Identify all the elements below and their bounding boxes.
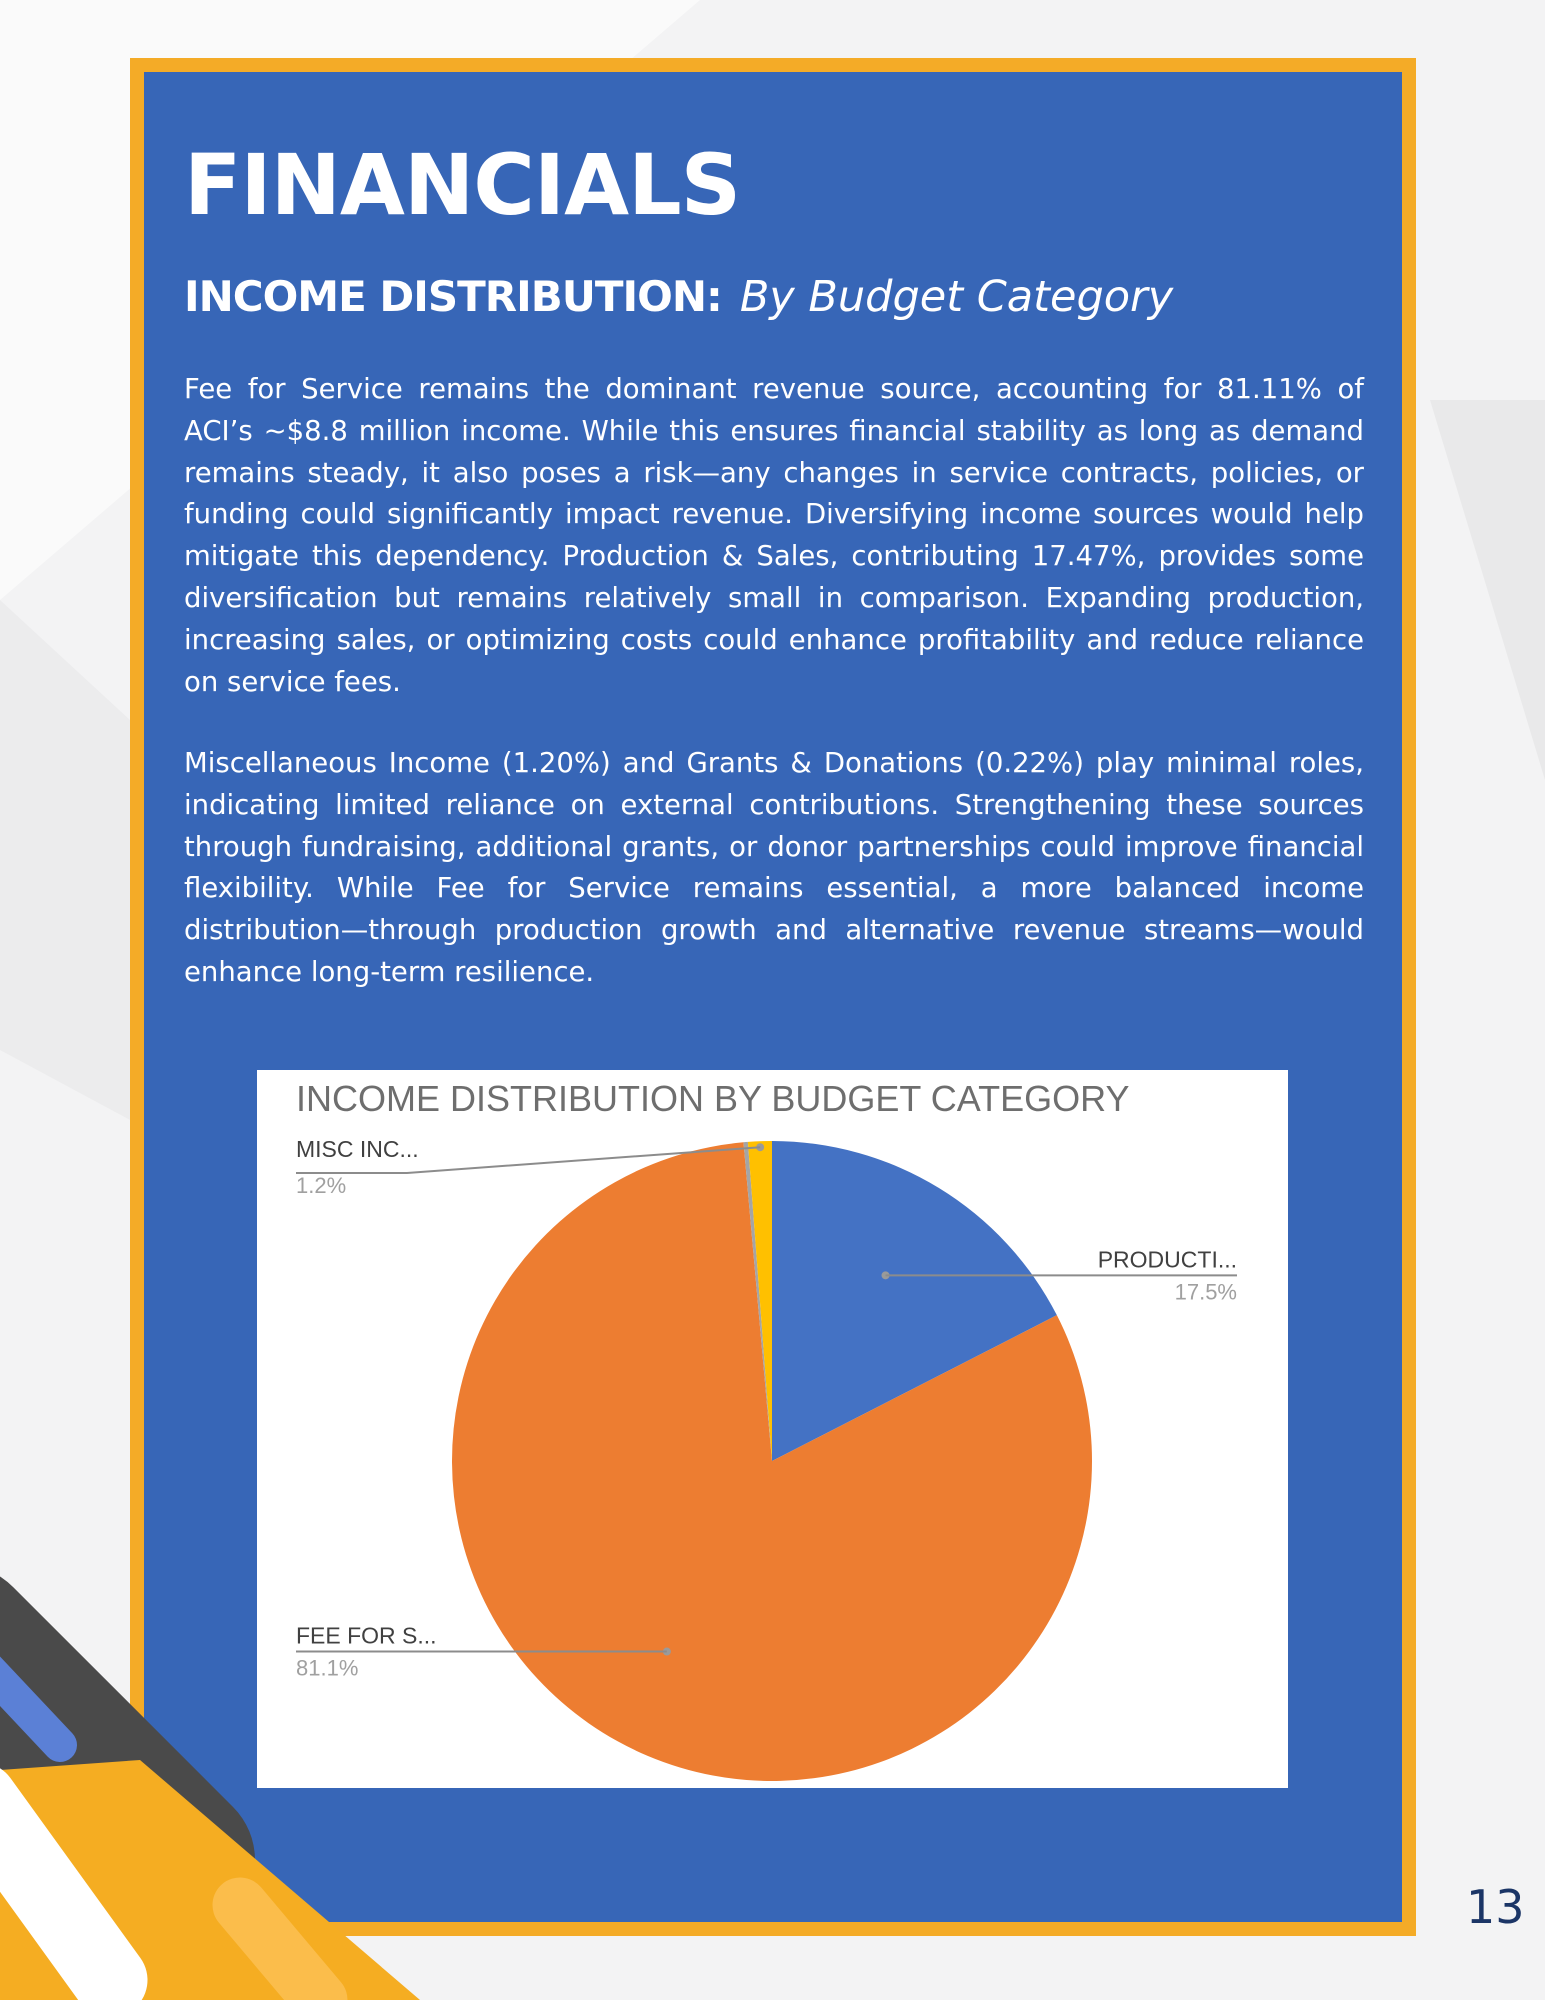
slice-percent-3: 1.2% <box>296 1173 347 1198</box>
pie-chart <box>257 1070 1288 1788</box>
slice-label-3: MISC INC... <box>296 1136 419 1162</box>
chart-title: INCOME DISTRIBUTION BY BUDGET CATEGORY <box>296 1078 1130 1119</box>
body-paragraph-2: Miscellaneous Income (1.20%) and Grants & Donations (0.22%) play minimal roles, indicating limited reliance on external contributions. Strengthening these sources through fundraising, additional grants, or donor partnerships could improve financial flexibility. While Fee for Service remains essential, a more balanced income distribution—through production growth and alternative revenue streams—would enhance long-term resilience. <box>184 747 1364 988</box>
body-paragraph-1: Fee for Service remains the dominant revenue source, accounting for 81.11% of ACI’s ~$8.8 million income. While this ensures financial stability as long as demand remains steady, it also poses a risk—any changes in service contracts, policies, or funding could significantly impact revenue. Diversifying income sources would help mitigate this dependency. Production & Sales, contributing 17.47%, provides some diversification but remains relatively small in comparison. Expanding production, increasing sales, or optimizing costs could enhance profitability and reduce reliance on service fees. <box>184 373 1364 698</box>
page-number: 13 <box>1466 1880 1525 1934</box>
bg-grey-shape-left <box>0 600 130 1120</box>
page-title: FINANCIALS <box>184 136 741 234</box>
subtitle-strong: INCOME DISTRIBUTION: <box>184 272 722 321</box>
pie-slices <box>452 1141 1092 1781</box>
slice-label-1: FEE FOR S... <box>296 1622 437 1649</box>
slice-percent-1: 81.1% <box>296 1655 359 1681</box>
slice-percent-0: 17.5% <box>1174 1279 1237 1305</box>
subtitle-italic: By Budget Category <box>739 272 1174 322</box>
bg-grey-shape <box>1430 400 1545 780</box>
pie-chart-container <box>257 1070 1288 1788</box>
section-subtitle <box>184 272 1174 322</box>
slice-label-0: PRODUCTI... <box>1097 1246 1237 1273</box>
